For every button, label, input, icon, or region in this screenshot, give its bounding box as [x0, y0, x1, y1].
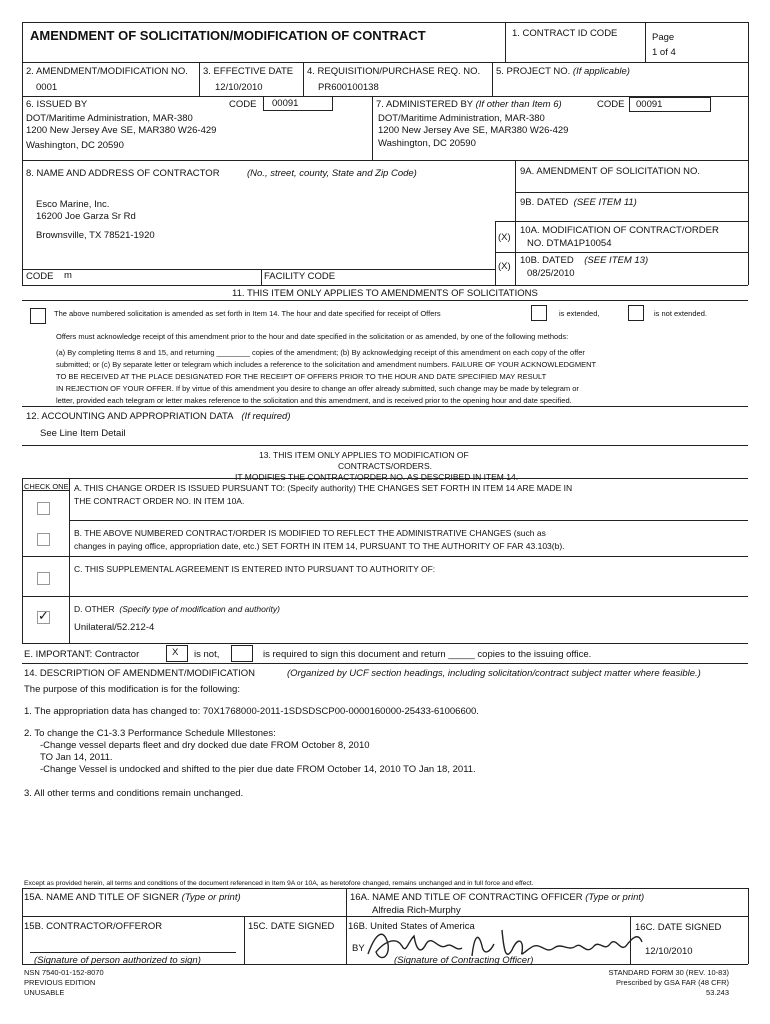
not-extended-checkbox[interactable]: [628, 305, 644, 321]
item14-line: 1. The appropriation data has changed to: 70X1768000-2011-1SDSDSCP00-0000160000-25433-61006600.: [24, 706, 479, 717]
extended-checkbox[interactable]: [531, 305, 547, 321]
previous-edition: PREVIOUS EDITION: [24, 978, 96, 987]
item9b-label: 9B. DATED (SEE ITEM 11): [520, 197, 637, 208]
issued-by-line2: 1200 New Jersey Ave SE, MAR380 W26-429: [26, 125, 217, 136]
administered-by-line2: 1200 New Jersey Ave SE, MAR380 W26-429: [378, 125, 569, 136]
project-no-label: 5. PROJECT NO. (If applicable): [496, 66, 630, 77]
effective-date-value: 12/10/2010: [215, 82, 263, 93]
issued-by-line1: DOT/Maritime Administration, MAR-380: [26, 113, 193, 124]
contractor-code-value: m: [64, 270, 72, 281]
issued-by-line3: Washington, DC 20590: [26, 140, 124, 151]
item11-para3: submitted; or (c) By separate letter or telegram which includes a reference to the solicitation and amendment numbers. FAILURE OF YOUR ACKNOWLEDGMENT: [56, 360, 597, 369]
item10a-value: NO. DTMA1P10054: [527, 238, 612, 249]
contractor-street: 16200 Joe Garza Sr Rd: [36, 211, 136, 222]
unusable-label: UNUSABLE: [24, 988, 65, 997]
item14-line: -Change Vessel is undocked and shifted to the pier due date FROM October 14, 2010 TO Jan 18, 2011.: [40, 764, 476, 775]
item11-para6: letter, provided each telegram or letter makes reference to the solicitation and this amendment, and is received prior to the opening hour and date specified.: [56, 396, 572, 405]
item13a-line1: A. THIS CHANGE ORDER IS ISSUED PURSUANT TO: (Specify authority) THE CHANGES SET FORTH IN ITEM 14 ARE MADE IN: [74, 483, 573, 493]
item13a-checkbox[interactable]: [37, 502, 50, 515]
contractor-note: (No., street, county, State and Zip Code): [247, 168, 417, 179]
signature-caption-16: (Signature of Contracting Officer): [394, 955, 534, 966]
requisition-label: 4. REQUISITION/PURCHASE REQ. NO.: [307, 66, 481, 77]
nsn-number: NSN 7540-01-152-8070: [24, 968, 104, 977]
item11-para1: Offers must acknowledge receipt of this amendment prior to the hour and date specified in the solicitation or as amended, by one of the following methods:: [56, 332, 569, 341]
issued-by-label: 6. ISSUED BY: [26, 99, 88, 110]
item13-title1: 13. THIS ITEM ONLY APPLIES TO MODIFICATION OF: [259, 450, 469, 460]
item13d-value: Unilateral/52.212-4: [74, 622, 155, 633]
administered-by-code: 00091: [636, 99, 663, 110]
item13b-line1: B. THE ABOVE NUMBERED CONTRACT/ORDER IS MODIFIED TO REFLECT THE ADMINISTRATIVE CHANGES (such as: [74, 528, 546, 538]
standard-form-label: STANDARD FORM 30 (REV. 10-83): [608, 968, 729, 977]
item15a-label: 15A. NAME AND TITLE OF SIGNER (Type or print): [24, 892, 241, 903]
requisition-value: PR600100138: [318, 82, 379, 93]
item13-title3: IT MODIFIES THE CONTRACT/ORDER NO. AS DESCRIBED IN ITEM 14.: [235, 472, 519, 482]
checkmark-icon: ✓: [38, 608, 49, 623]
item13a-line2: THE CONTRACT ORDER NO. IN ITEM 10A.: [74, 496, 245, 506]
item14-line: The purpose of this modification is for the following:: [24, 684, 240, 695]
contractor-city: Brownsville, TX 78521-1920: [36, 230, 155, 241]
item12-label: 12. ACCOUNTING AND APPROPRIATION DATA (If required): [26, 411, 291, 422]
item10b-value: 08/25/2010: [527, 268, 575, 279]
item14-label: 14. DESCRIPTION OF AMENDMENT/MODIFICATION: [24, 668, 256, 679]
form-title: AMENDMENT OF SOLICITATION/MODIFICATION OF CONTRACT: [30, 28, 426, 43]
item16b-label: 16B. United States of America: [348, 921, 475, 932]
by-label: BY: [352, 943, 365, 954]
contractor-code-label: CODE: [26, 271, 54, 282]
amend-no-label: 2. AMENDMENT/MODIFICATION NO.: [26, 66, 188, 77]
officer-name: Alfredia Rich-Murphy: [372, 905, 461, 916]
contractor-name: Esco Marine, Inc.: [36, 199, 110, 210]
issued-by-code-label: CODE: [229, 99, 257, 110]
not-extended-label: is not extended.: [654, 309, 707, 318]
issued-by-code: 00091: [272, 98, 299, 109]
signature-caption-15: (Signature of person authorized to sign): [34, 955, 201, 966]
item15c-label: 15C. DATE SIGNED: [248, 921, 335, 932]
important-label: E. IMPORTANT: Contractor: [24, 649, 140, 660]
page-label: Page: [652, 32, 675, 43]
item13-title2: CONTRACTS/ORDERS.: [338, 461, 432, 471]
item10b-label: 10B. DATED (SEE ITEM 13): [520, 255, 649, 266]
item13b-checkbox[interactable]: [37, 533, 50, 546]
item11-checkbox[interactable]: [30, 308, 46, 324]
item11-para5: IN REJECTION OF YOUR OFFER. If by virtue of this amendment you desire to change an offer already submitted, such change may be made by telegram or: [56, 384, 579, 393]
item14-line: -Change vessel departs fleet and dry docked due date FROM October 8, 2010: [40, 740, 370, 751]
item11-para4: TO BE RECEIVED AT THE PLACE DESIGNATED FOR THE RECEIPT OF OFFERS PRIOR TO THE HOUR AND DATE SPECIFIED MAY RESULT: [56, 372, 547, 381]
form-number: 53.243: [706, 988, 729, 997]
is-not-label: is not,: [194, 649, 220, 660]
item13d-label: D. OTHER (Specify type of modification and authority): [74, 604, 280, 614]
prescribed-label: Prescribed by GSA FAR (48 CFR): [616, 978, 729, 987]
item9a-label: 9A. AMENDMENT OF SOLICITATION NO.: [520, 166, 700, 177]
item13c-line1: C. THIS SUPPLEMENTAL AGREEMENT IS ENTERED INTO PURSUANT TO AUTHORITY OF:: [74, 564, 436, 574]
is-required-label: is required to sign this document and return _____ copies to the issuing office.: [263, 649, 592, 660]
administered-by-line1: DOT/Maritime Administration, MAR-380: [378, 113, 545, 124]
item11-title: 11. THIS ITEM ONLY APPLIES TO AMENDMENTS OF SOLICITATIONS: [232, 288, 538, 299]
item14-line: TO Jan 14, 2011.: [40, 752, 113, 763]
item13c-checkbox[interactable]: [37, 572, 50, 585]
item14-line: 2. To change the C1-3.3 Performance Schedule MIlestones:: [24, 728, 276, 739]
effective-date-label: 3. EFFECTIVE DATE: [203, 66, 294, 77]
administered-by-line3: Washington, DC 20590: [378, 138, 476, 149]
administered-by-label: 7. ADMINISTERED BY (If other than Item 6): [376, 99, 562, 110]
item12-value: See Line Item Detail: [40, 428, 126, 439]
item16c-label: 16C. DATE SIGNED: [635, 922, 722, 933]
except-note: Except as provided herein, all terms and conditions of the document referenced in Item 9A or 10A, as heretofore changed, remains unchanged and in full force and effect.: [24, 880, 534, 887]
item10a-label: 10A. MODIFICATION OF CONTRACT/ORDER: [520, 225, 719, 236]
is-not-mark: X: [172, 647, 179, 658]
contract-id-label: 1. CONTRACT ID CODE: [512, 28, 618, 39]
item16a-label: 16A. NAME AND TITLE OF CONTRACTING OFFICER (Type or print): [350, 892, 645, 903]
item10b-mark: (X): [498, 261, 511, 272]
item13b-line2: changes in paying office, appropriation date, etc.) SET FORTH IN ITEM 14, PURSUANT TO THE AUTHORITY OF FAR 43.103(b).: [74, 541, 565, 551]
contractor-label: 8. NAME AND ADDRESS OF CONTRACTOR: [26, 168, 220, 179]
item10a-mark: (X): [498, 232, 511, 243]
administered-by-code-label: CODE: [597, 99, 625, 110]
item11-para2: (a) By completing Items 8 and 15, and returning ________ copies of the amendment; (b) By acknowledging receipt of this amendment on each copy of the offer: [56, 348, 585, 357]
item11-line1: The above numbered solicitation is amended as set forth in Item 14. The hour and date specified for receipt of Offers: [54, 309, 441, 318]
item14-line: 3. All other terms and conditions remain unchanged.: [24, 788, 244, 799]
extended-label: is extended,: [559, 309, 600, 318]
item15b-label: 15B. CONTRACTOR/OFFEROR: [24, 921, 163, 932]
date-signed-16c: 12/10/2010: [645, 946, 693, 957]
amend-no-value: 0001: [36, 82, 58, 93]
is-required-checkbox[interactable]: [231, 645, 253, 662]
check-one-label: CHECK ONE: [24, 482, 69, 491]
page-number: 1 of 4: [652, 47, 676, 58]
item14-note: (Organized by UCF section headings, including solicitation/contract subject matter where feasible.): [287, 668, 701, 679]
facility-code-label: FACILITY CODE: [264, 271, 336, 282]
